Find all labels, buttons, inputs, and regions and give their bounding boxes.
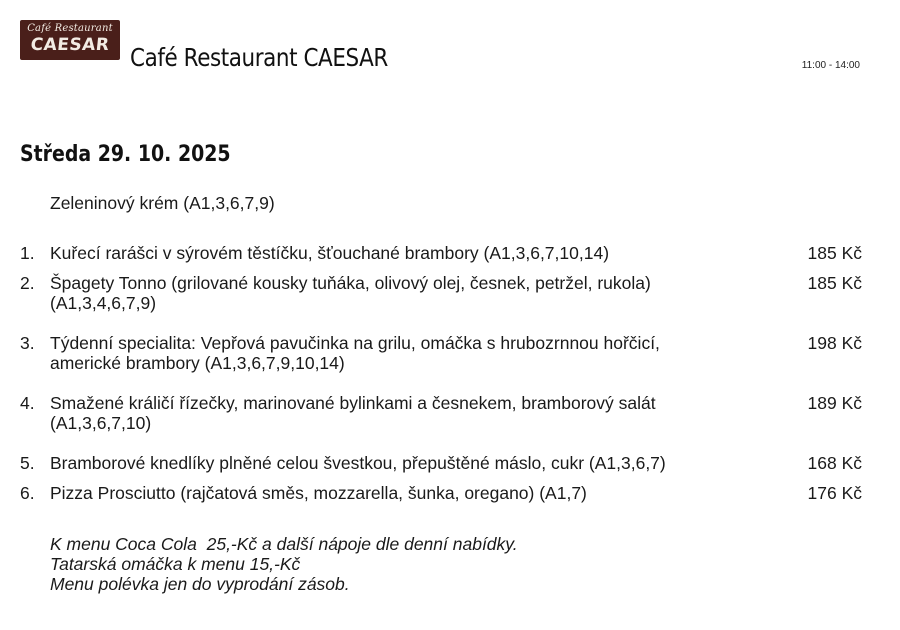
item-number: 6. bbox=[20, 483, 35, 503]
item-price: 189 Kč bbox=[807, 393, 862, 413]
soup-of-the-day: Zeleninový krém (A1,3,6,7,9) bbox=[50, 193, 275, 213]
note-drinks: K menu Coca Cola 25,-Kč a další nápoje dle denní nabídky. bbox=[50, 534, 518, 554]
note-soup: Menu polévka jen do vyprodání zásob. bbox=[50, 574, 350, 594]
menu-date: Středa 29. 10. 2025 bbox=[20, 142, 231, 167]
item-number: 2. bbox=[20, 273, 35, 293]
restaurant-logo bbox=[20, 20, 120, 60]
item-name: Smažené králičí řízečky, marinované bylinkami a česnekem, bramborový salát (A1,3,6,7,10) bbox=[50, 393, 656, 433]
item-name: Kuřecí rarášci v sýrovém těstíčku, šťouchané brambory (A1,3,6,7,10,14) bbox=[50, 243, 610, 263]
item-price: 176 Kč bbox=[807, 483, 862, 503]
opening-hours: 11:00 - 14:00 bbox=[801, 60, 860, 71]
item-price: 198 Kč bbox=[807, 333, 862, 353]
item-number: 5. bbox=[20, 453, 35, 473]
item-number: 3. bbox=[20, 333, 35, 353]
item-name: Týdenní specialita: Vepřová pavučinka na grilu, omáčka s hrubozrnnou hořčicí, americké brambory (A1,3,6,7,9,10,14) bbox=[50, 333, 660, 373]
item-price: 168 Kč bbox=[807, 453, 862, 473]
logo-title: CAESAR bbox=[29, 35, 111, 55]
menu-notes bbox=[50, 534, 518, 594]
item-number: 1. bbox=[20, 243, 35, 263]
item-name: Pizza Prosciutto (rajčatová směs, mozzarella, šunka, oregano) (A1,7) bbox=[50, 483, 587, 503]
item-price: 185 Kč bbox=[807, 273, 862, 293]
restaurant-name: Café Restaurant CAESAR bbox=[130, 43, 388, 72]
item-name: Bramborové knedlíky plněné celou švestkou, přepuštěné máslo, cukr (A1,3,6,7) bbox=[50, 453, 666, 473]
logo-subtitle: Café Restaurant bbox=[27, 23, 113, 34]
item-number: 4. bbox=[20, 393, 35, 413]
item-name: Špagety Tonno (grilované kousky tuňáka, olivový olej, česnek, petržel, rukola) (A1,3,4,6,7,9) bbox=[50, 273, 651, 313]
note-sauce: Tatarská omáčka k menu 15,-Kč bbox=[50, 554, 301, 574]
item-price: 185 Kč bbox=[807, 243, 862, 263]
